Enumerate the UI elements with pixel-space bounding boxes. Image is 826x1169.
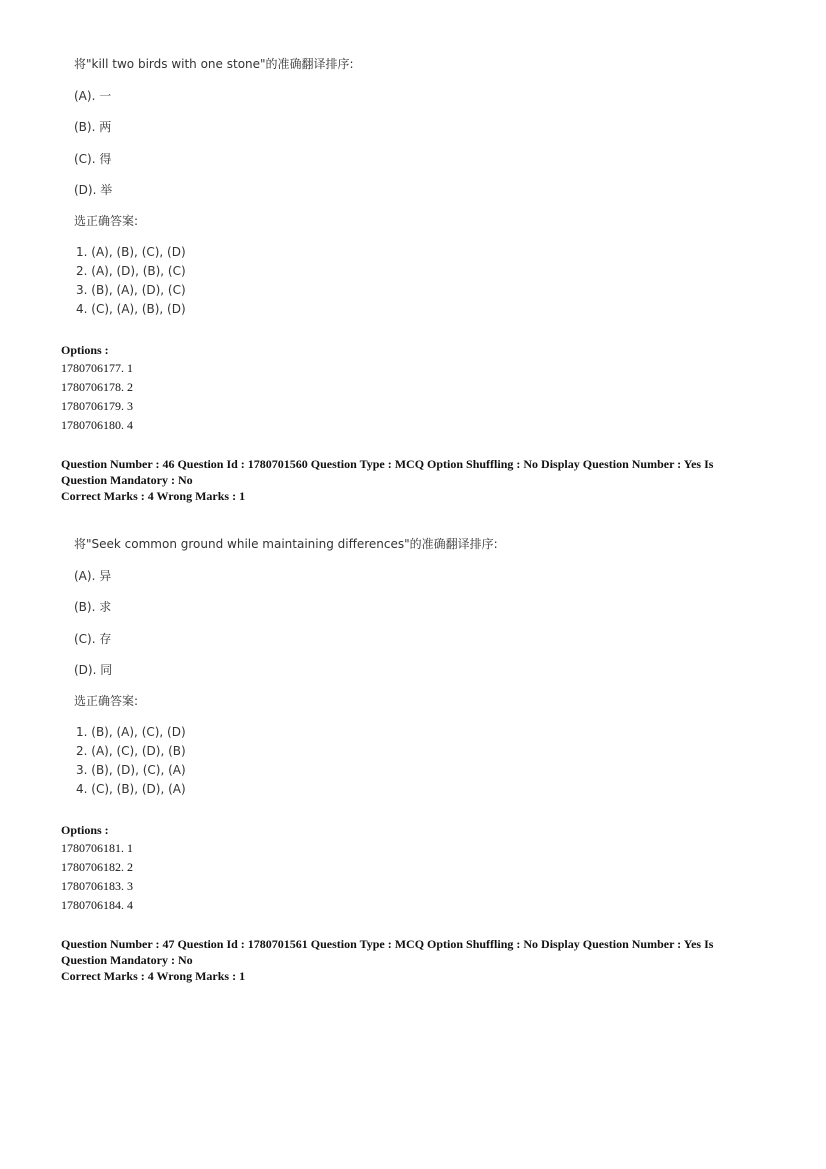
question-47-header	[61, 936, 761, 984]
alternative-1: 1. (A), (B), (C), (D)	[76, 245, 186, 259]
question-header-line: Question Mandatory : No	[61, 473, 193, 487]
question-46-header	[61, 456, 761, 504]
question-header-line: Correct Marks : 4 Wrong Marks : 1	[61, 969, 246, 983]
item-d: (D). 同	[74, 663, 113, 677]
option-id: 1780706177. 1	[61, 361, 133, 375]
item-a: (A). 一	[74, 89, 112, 103]
question-stem: 将"Seek common ground while maintaining differences"的准确翻译排序:	[74, 537, 498, 551]
option-id: 1780706179. 3	[61, 399, 133, 413]
item-c: (C). 得	[74, 152, 112, 166]
instruction: 选正确答案:	[74, 214, 139, 228]
option-id: 1780706181. 1	[61, 841, 133, 855]
question-stem: 将"kill two birds with one stone"的准确翻译排序:	[74, 57, 354, 71]
alternative-3: 3. (B), (A), (D), (C)	[76, 283, 186, 297]
alternative-1: 1. (B), (A), (C), (D)	[76, 725, 186, 739]
alternative-4: 4. (C), (B), (D), (A)	[76, 782, 186, 796]
question-header-line: Question Number : 46 Question Id : 1780701560 Question Type : MCQ Option Shuffling : No Display Question Number : Yes Is	[61, 457, 714, 471]
option-id: 1780706182. 2	[61, 860, 133, 874]
question-header-line: Correct Marks : 4 Wrong Marks : 1	[61, 489, 246, 503]
options-block-46	[61, 821, 133, 915]
item-d: (D). 举	[74, 183, 113, 197]
option-id: 1780706178. 2	[61, 380, 133, 394]
alternative-4: 4. (C), (A), (B), (D)	[76, 302, 186, 316]
alternative-2: 2. (A), (C), (D), (B)	[76, 744, 186, 758]
options-label: Options :	[61, 343, 109, 357]
option-id: 1780706184. 4	[61, 898, 133, 912]
item-b: (B). 求	[74, 600, 112, 614]
option-id: 1780706180. 4	[61, 418, 133, 432]
question-header-line: Question Number : 47 Question Id : 1780701561 Question Type : MCQ Option Shuffling : No Display Question Number : Yes Is	[61, 937, 714, 951]
instruction: 选正确答案:	[74, 694, 139, 708]
item-a: (A). 异	[74, 569, 112, 583]
item-c: (C). 存	[74, 632, 112, 646]
answer-alternatives	[76, 723, 186, 799]
option-id: 1780706183. 3	[61, 879, 133, 893]
alternative-3: 3. (B), (D), (C), (A)	[76, 763, 186, 777]
answer-alternatives	[76, 243, 186, 319]
question-header-line: Question Mandatory : No	[61, 953, 193, 967]
item-b: (B). 两	[74, 120, 112, 134]
options-block-45	[61, 341, 133, 435]
options-label: Options :	[61, 823, 109, 837]
alternative-2: 2. (A), (D), (B), (C)	[76, 264, 186, 278]
